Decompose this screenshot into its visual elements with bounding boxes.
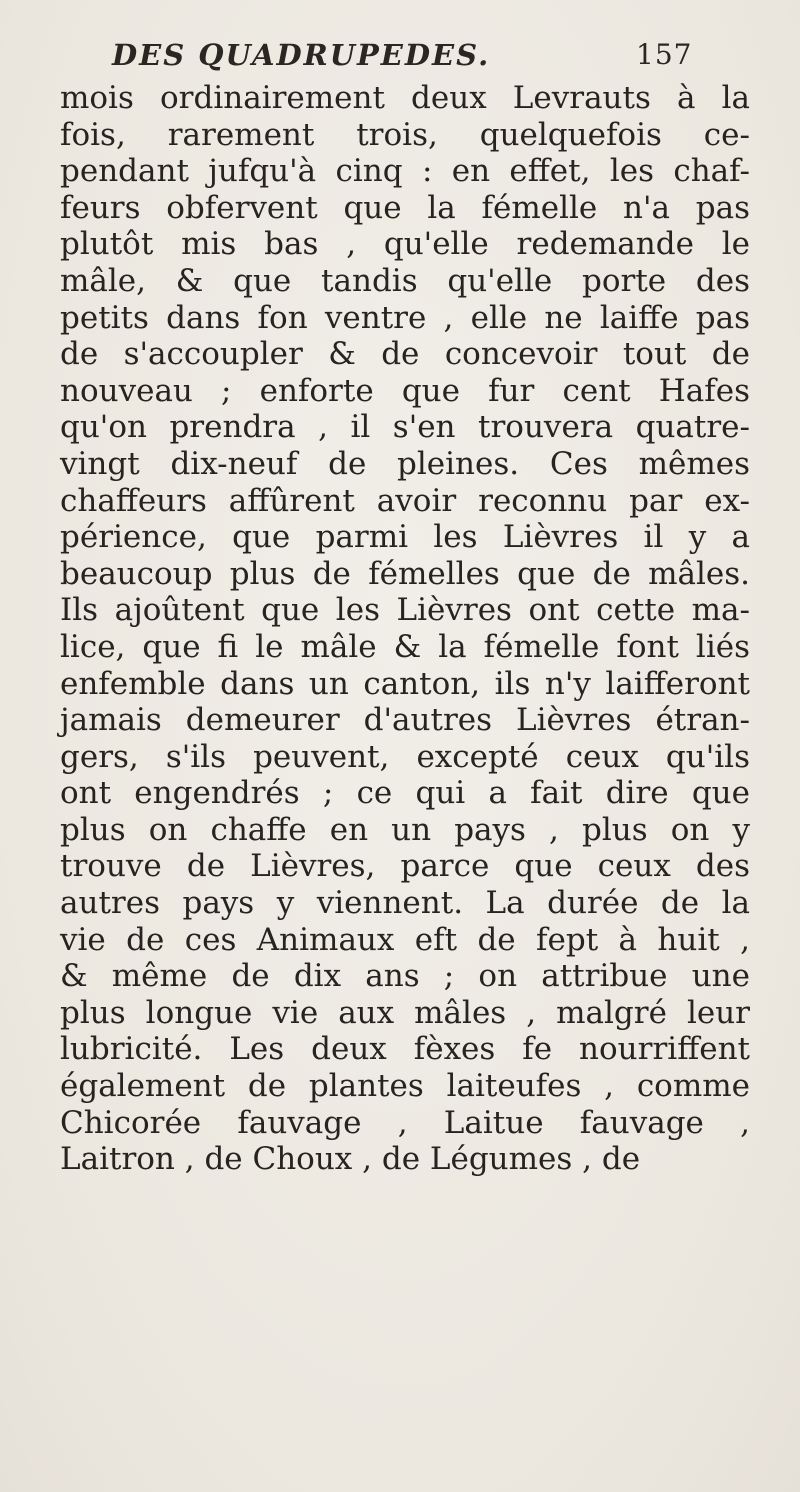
text-line: nouveau ; enforte que fur cent Hafes	[60, 372, 750, 409]
text-line: jamais demeurer d'autres Lièvres étran-	[60, 702, 750, 739]
text-line: mâle, & que tandis qu'elle porte des	[60, 262, 750, 299]
text-line: Ils ajoûtent que les Lièvres ont cette ma-	[60, 592, 750, 629]
text-line: ont engendrés ; ce qui a fait dire que	[60, 775, 750, 812]
text-line: lubricité. Les deux fèxes fe nourriffent	[60, 1031, 750, 1068]
text-line: gers, s'ils peuvent, excepté ceux qu'ils	[60, 738, 750, 775]
text-line: qu'on prendra , il s'en trouvera quatre-	[60, 409, 750, 446]
text-line: chaffeurs affûrent avoir reconnu par ex-	[60, 482, 750, 519]
text-line: trouve de Lièvres, parce que ceux des	[60, 848, 750, 885]
page-number: 157	[636, 38, 693, 71]
text-line: beaucoup plus de fémelles que de mâles.	[60, 555, 750, 592]
text-line: feurs obfervent que la fémelle n'a pas	[60, 189, 750, 226]
text-line: fois, rarement trois, quelquefois ce-	[60, 116, 750, 153]
text-line: plus on chaffe en un pays , plus on y	[60, 811, 750, 848]
text-line: périence, que parmi les Lièvres il y a	[60, 519, 750, 556]
running-head-title: DES QUADRUPEDES.	[112, 38, 491, 72]
text-line: Chicorée fauvage , Laitue fauvage ,	[60, 1104, 750, 1141]
text-line: Laitron , de Choux , de Légumes , de	[60, 1141, 641, 1178]
text-line: enfemble dans un canton, ils n'y laifferont	[60, 665, 750, 702]
text-line: lice, que fi le mâle & la fémelle font liés	[60, 628, 750, 665]
text-line: plutôt mis bas , qu'elle redemande le	[60, 226, 750, 263]
text-line: également de plantes laiteufes , comme	[60, 1068, 750, 1105]
running-head	[112, 38, 752, 82]
text-line: autres pays y viennent. La durée de la	[60, 885, 750, 922]
body-text	[60, 80, 750, 1178]
text-line: petits dans fon ventre , elle ne laiffe pas	[60, 299, 750, 336]
text-line: plus longue vie aux mâles , malgré leur	[60, 994, 750, 1031]
text-line: vingt dix-neuf de pleines. Ces mêmes	[60, 445, 750, 482]
text-line: mois ordinairement deux Levrauts à la	[60, 80, 750, 116]
text-line: & même de dix ans ; on attribue une	[60, 958, 750, 995]
text-line: de s'accoupler & de concevoir tout de	[60, 336, 750, 373]
text-line: vie de ces Animaux eft de fept à huit ,	[60, 921, 750, 958]
text-line: pendant jufqu'à cinq : en effet, les chaf-	[60, 153, 750, 190]
